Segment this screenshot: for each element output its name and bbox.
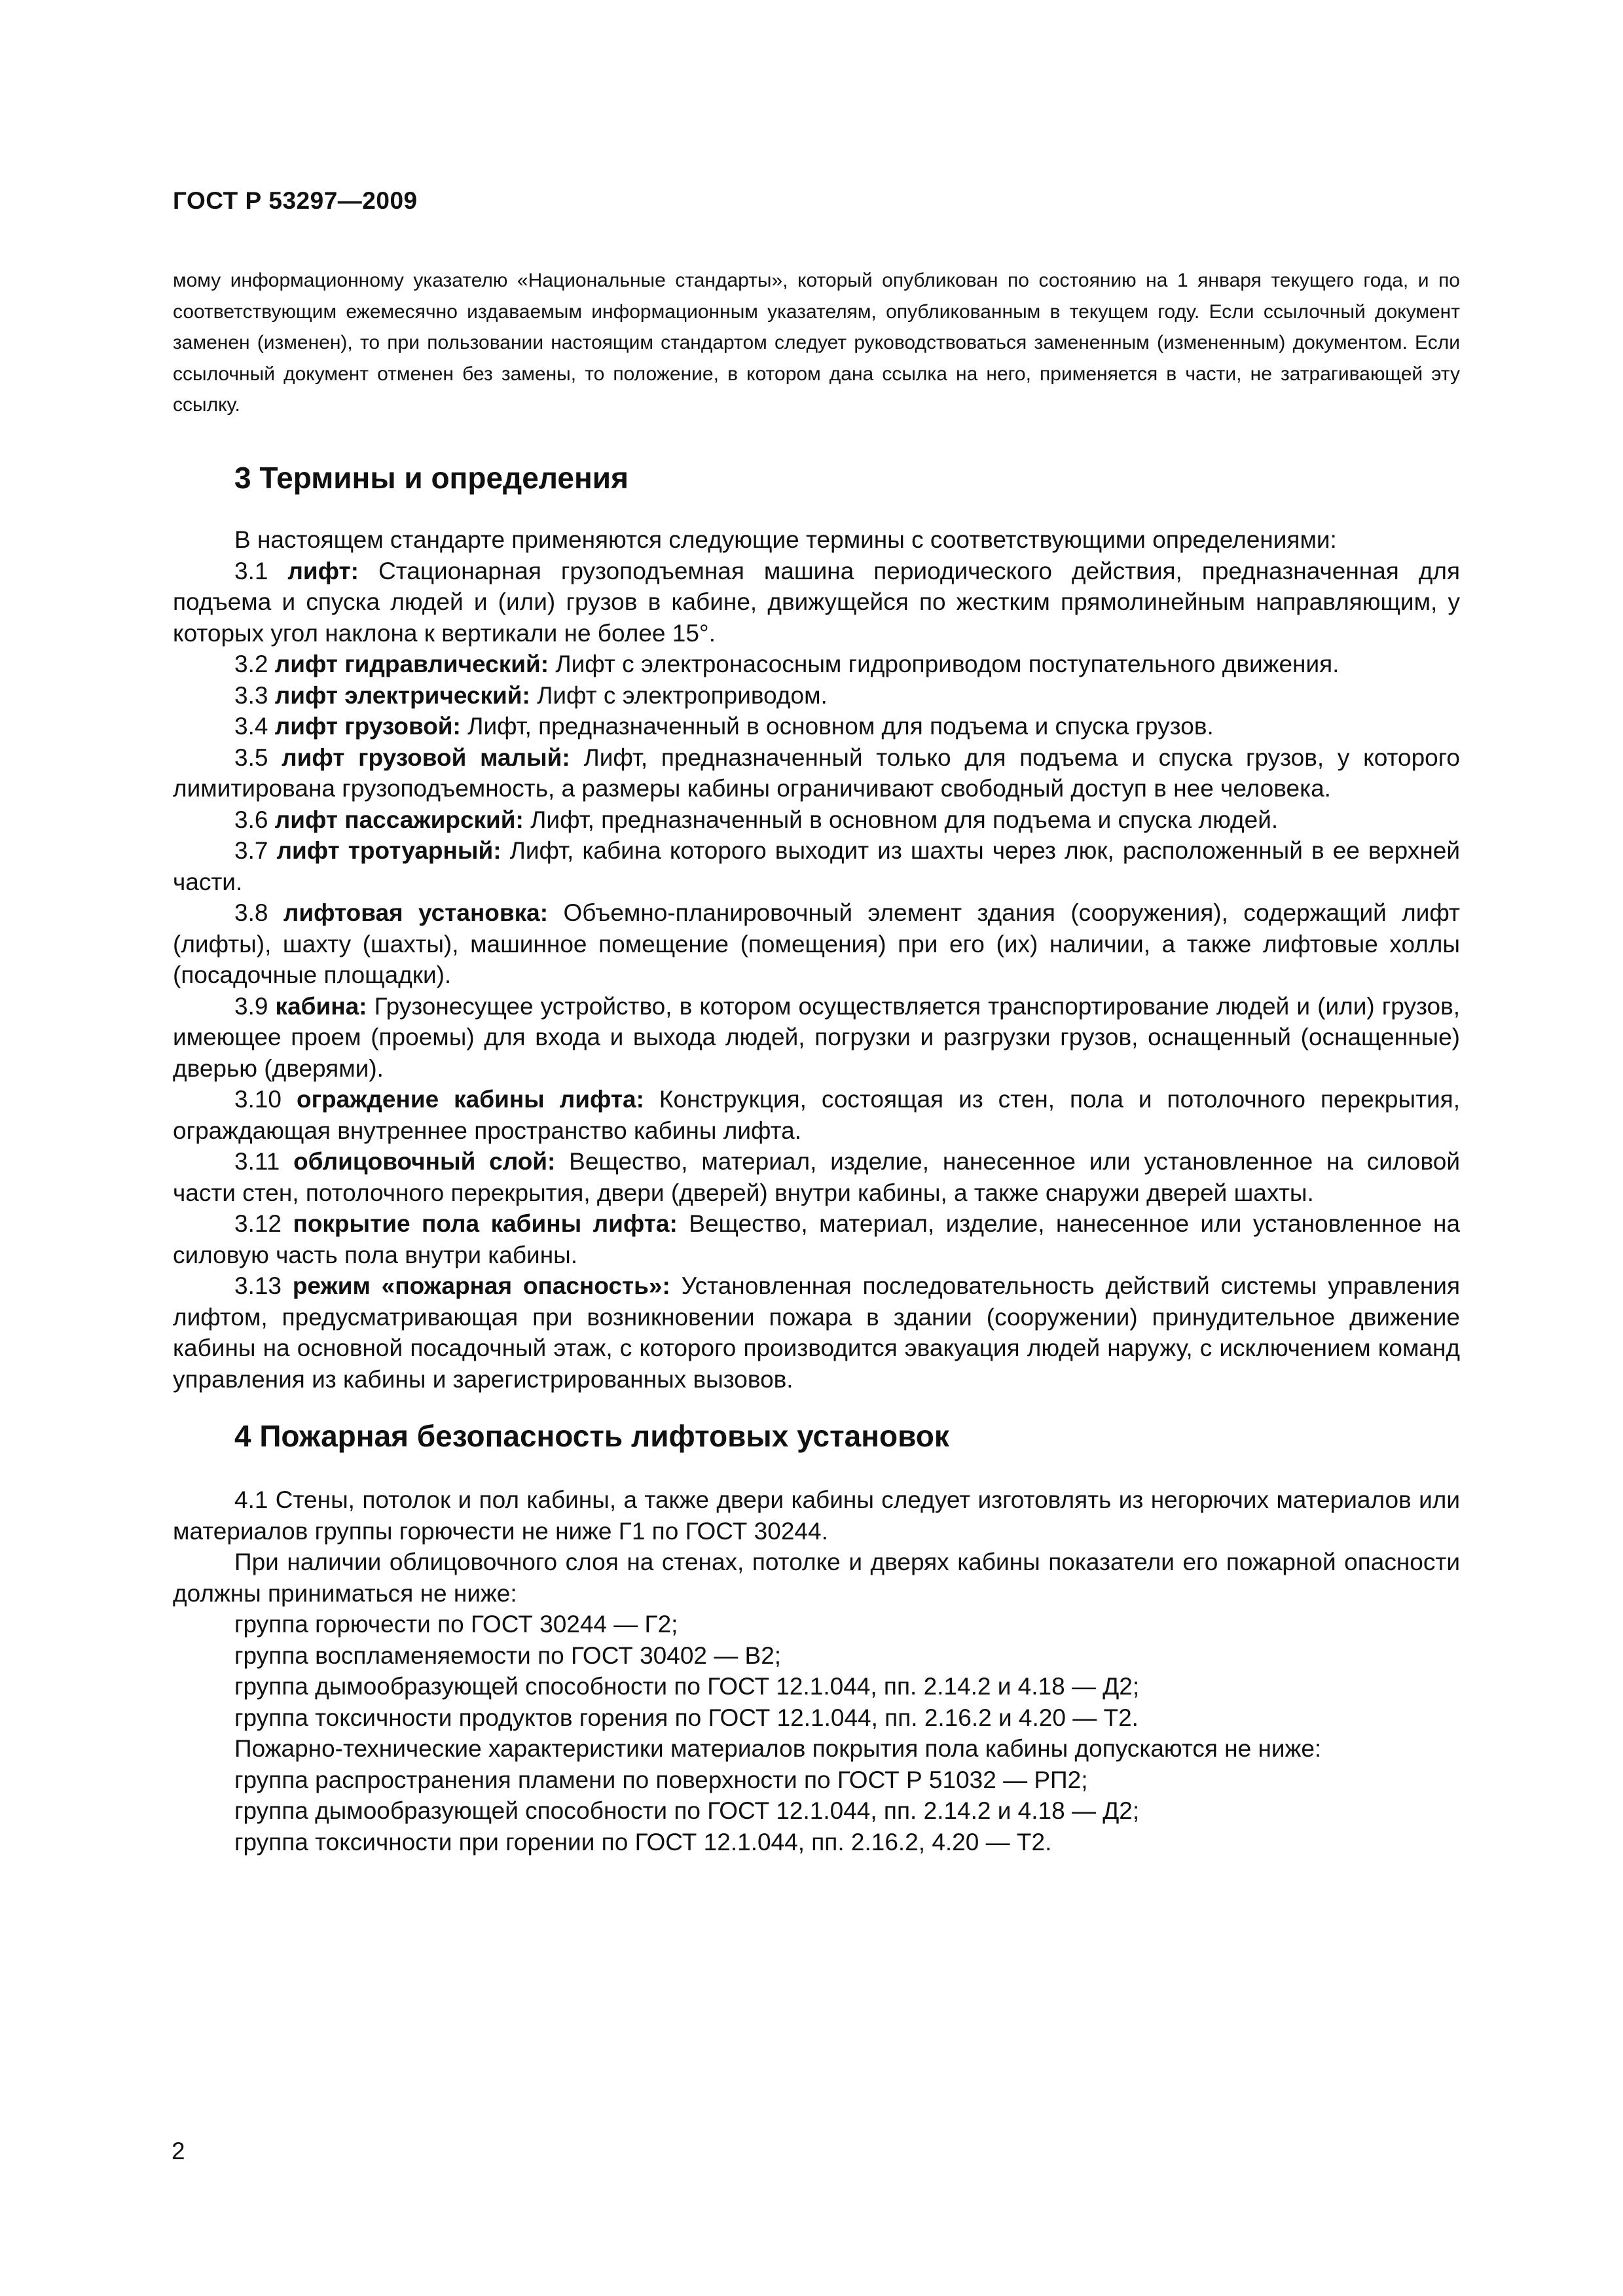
section-4-paragraph-2: При наличии облицовочного слоя на стенах, потолке и дверях кабины показатели его пожарной опасности должны приниматься не ниже: bbox=[173, 1549, 1460, 1607]
page-number: 2 bbox=[172, 2138, 185, 2164]
section-3-lead: В настоящем стандарте применяются следующие термины с соответствующими определениями: bbox=[234, 526, 1337, 553]
term-number: 3.13 bbox=[234, 1272, 282, 1299]
term-name: покрытие пола кабины лифта: bbox=[293, 1210, 678, 1237]
term-number: 3.6 bbox=[234, 806, 268, 833]
term-text: Конструкция, состоящая из стен, пола и потолочного перекрытия, ограждающая внутреннее пространство кабины лифта. bbox=[173, 1086, 1460, 1144]
term-number: 3.1 bbox=[234, 557, 268, 584]
term-text: Лифт, предназначенный только для подъема и спуска грузов, у которого лимитирована грузоподъемность, а размеры кабины ограничивают свободный доступ в нее человека. bbox=[173, 744, 1460, 802]
term-name: лифт электрический: bbox=[274, 681, 530, 709]
intro-paragraph: мому информационному указателю «Национальные стандарты», который опубликован по состоянию на 1 января текущего года, и по соответствующим ежемесячно издаваемым информационным указателям, опубликованным в текущем году. Если ссылочный документ заменен (изменен), то при пользовании настоящим стандартом следует руководствоваться замененным (измененным) документом. Если ссылочный документ отменен без замены, то положение, в котором дана ссылка на него, применяется в части, не затрагивающей эту ссылку. bbox=[173, 270, 1460, 416]
term-text: Лифт, предназначенный в основном для подъема и спуска людей. bbox=[530, 806, 1279, 833]
term-number: 3.9 bbox=[234, 992, 268, 1020]
terms-list bbox=[173, 556, 1460, 1395]
term-number: 3.3 bbox=[234, 681, 268, 709]
term-name: лифт грузовой малый: bbox=[282, 744, 570, 771]
term-number: 3.5 bbox=[234, 744, 268, 771]
term-name: лифт пассажирский: bbox=[274, 806, 524, 833]
section-3-title: 3 Термины и определения bbox=[234, 461, 629, 495]
term-name: режим «пожарная опасность»: bbox=[292, 1272, 670, 1299]
term-text: Установленная последовательность действий системы управления лифтом, предусматривающая при возникновении пожара в здании (сооружении) принудительное движение кабины на основной посадочный этаж, с которого производится эвакуация людей наружу, с исключением команд управления из кабины и зарегистрированных вызовов. bbox=[173, 1272, 1460, 1393]
term-name: лифтовая установка: bbox=[283, 899, 549, 926]
list-item: группа горючести по ГОСТ 30244 — Г2; bbox=[234, 1611, 678, 1638]
list-item: группа токсичности при горении по ГОСТ 12.1.044, пп. 2.16.2, 4.20 — Т2. bbox=[234, 1828, 1052, 1856]
term-text: Лифт, предназначенный в основном для подъема и спуска грузов. bbox=[467, 713, 1214, 740]
list-item: группа токсичности продуктов горения по ГОСТ 12.1.044, пп. 2.16.2 и 4.20 — Т2. bbox=[234, 1704, 1139, 1731]
term-number: 3.8 bbox=[234, 899, 268, 926]
term-number: 3.12 bbox=[234, 1210, 282, 1237]
standard-code-header: ГОСТ Р 53297—2009 bbox=[173, 187, 418, 214]
term-name: облицовочный слой: bbox=[293, 1148, 556, 1175]
term-definition bbox=[173, 804, 1460, 836]
term-number: 3.4 bbox=[234, 713, 268, 740]
term-text: Лифт с электронасосным гидроприводом поступательного движения. bbox=[555, 651, 1340, 677]
term-number: 3.2 bbox=[234, 651, 268, 677]
term-definition bbox=[173, 1270, 1460, 1395]
term-definition bbox=[173, 1146, 1460, 1208]
intro-block bbox=[173, 265, 1460, 421]
term-text: Стационарная грузоподъемная машина периодического действия, предназначенная для подъема и спуска людей и (или) грузов в кабине, движущейся по жестким прямолинейным направляющим, у которых угол наклона к вертикали не более 15°. bbox=[173, 557, 1461, 647]
term-definition bbox=[173, 680, 1460, 711]
term-name: кабина: bbox=[275, 992, 367, 1020]
term-name: лифт тротуарный: bbox=[276, 837, 501, 864]
term-name: лифт гидравлический: bbox=[274, 651, 549, 677]
term-definition bbox=[173, 742, 1460, 804]
term-definition bbox=[173, 556, 1460, 649]
term-number: 3.7 bbox=[234, 837, 268, 864]
term-definition bbox=[173, 1208, 1460, 1270]
list-item: группа дымообразующей способности по ГОСТ 12.1.044, пп. 2.14.2 и 4.18 — Д2; bbox=[234, 1673, 1140, 1700]
term-definition bbox=[173, 835, 1460, 897]
list-item: группа распространения пламени по поверхности по ГОСТ Р 51032 — РП2; bbox=[234, 1766, 1088, 1793]
term-text: Объемно-планировочный элемент здания (сооружения), содержащий лифт (лифты), шахту (шахты), машинное помещение (помещения) при его (их) наличии, а также лифтовые холлы (посадочные площадки). bbox=[173, 899, 1461, 988]
term-text: Лифт, кабина которого выходит из шахты через люк, расположенный в ее верхней части. bbox=[173, 837, 1461, 895]
term-definition bbox=[173, 1084, 1460, 1146]
term-number: 3.11 bbox=[234, 1148, 280, 1175]
term-text: Лифт с электроприводом. bbox=[537, 681, 828, 709]
term-text: Вещество, материал, изделие, нанесенное или установленное на силовой части стен, потолочного перекрытия, двери (дверей) внутри кабины, а также снаружи дверей шахты. bbox=[173, 1148, 1460, 1206]
term-definition bbox=[173, 897, 1460, 991]
term-definition bbox=[173, 711, 1460, 742]
term-name: ограждение кабины лифта: bbox=[297, 1086, 644, 1113]
section-4-paragraph-3: Пожарно-технические характеристики материалов покрытия пола кабины допускаются не ниже: bbox=[234, 1735, 1322, 1762]
section-4-paragraph-1: 4.1 Стены, потолок и пол кабины, а также двери кабины следует изготовлять из негорючих материалов или материалов группы горючести не ниже Г1 по ГОСТ 30244. bbox=[173, 1486, 1460, 1545]
main-content bbox=[173, 458, 1460, 1857]
term-definition bbox=[173, 991, 1460, 1085]
term-name: лифт: bbox=[287, 557, 359, 584]
term-text: Грузонесущее устройство, в котором осуществляется транспортирование людей и (или) грузов, имеющее проем (проемы) для входа и выхода людей, погрузки и разгрузки грузов, оснащенный (оснащенные) дверью (дверями). bbox=[173, 992, 1461, 1082]
term-text: Вещество, материал, изделие, нанесенное или установленное на силовую часть пола внутри кабины. bbox=[173, 1210, 1461, 1268]
term-number: 3.10 bbox=[234, 1086, 282, 1113]
list-item: группа воспламеняемости по ГОСТ 30402 — В2; bbox=[234, 1641, 782, 1669]
list-item: группа дымообразующей способности по ГОСТ 12.1.044, пп. 2.14.2 и 4.18 — Д2; bbox=[234, 1797, 1140, 1824]
term-name: лифт грузовой: bbox=[274, 713, 461, 740]
term-definition bbox=[173, 649, 1460, 680]
section-4-title: 4 Пожарная безопасность лифтовых установок bbox=[234, 1419, 949, 1453]
